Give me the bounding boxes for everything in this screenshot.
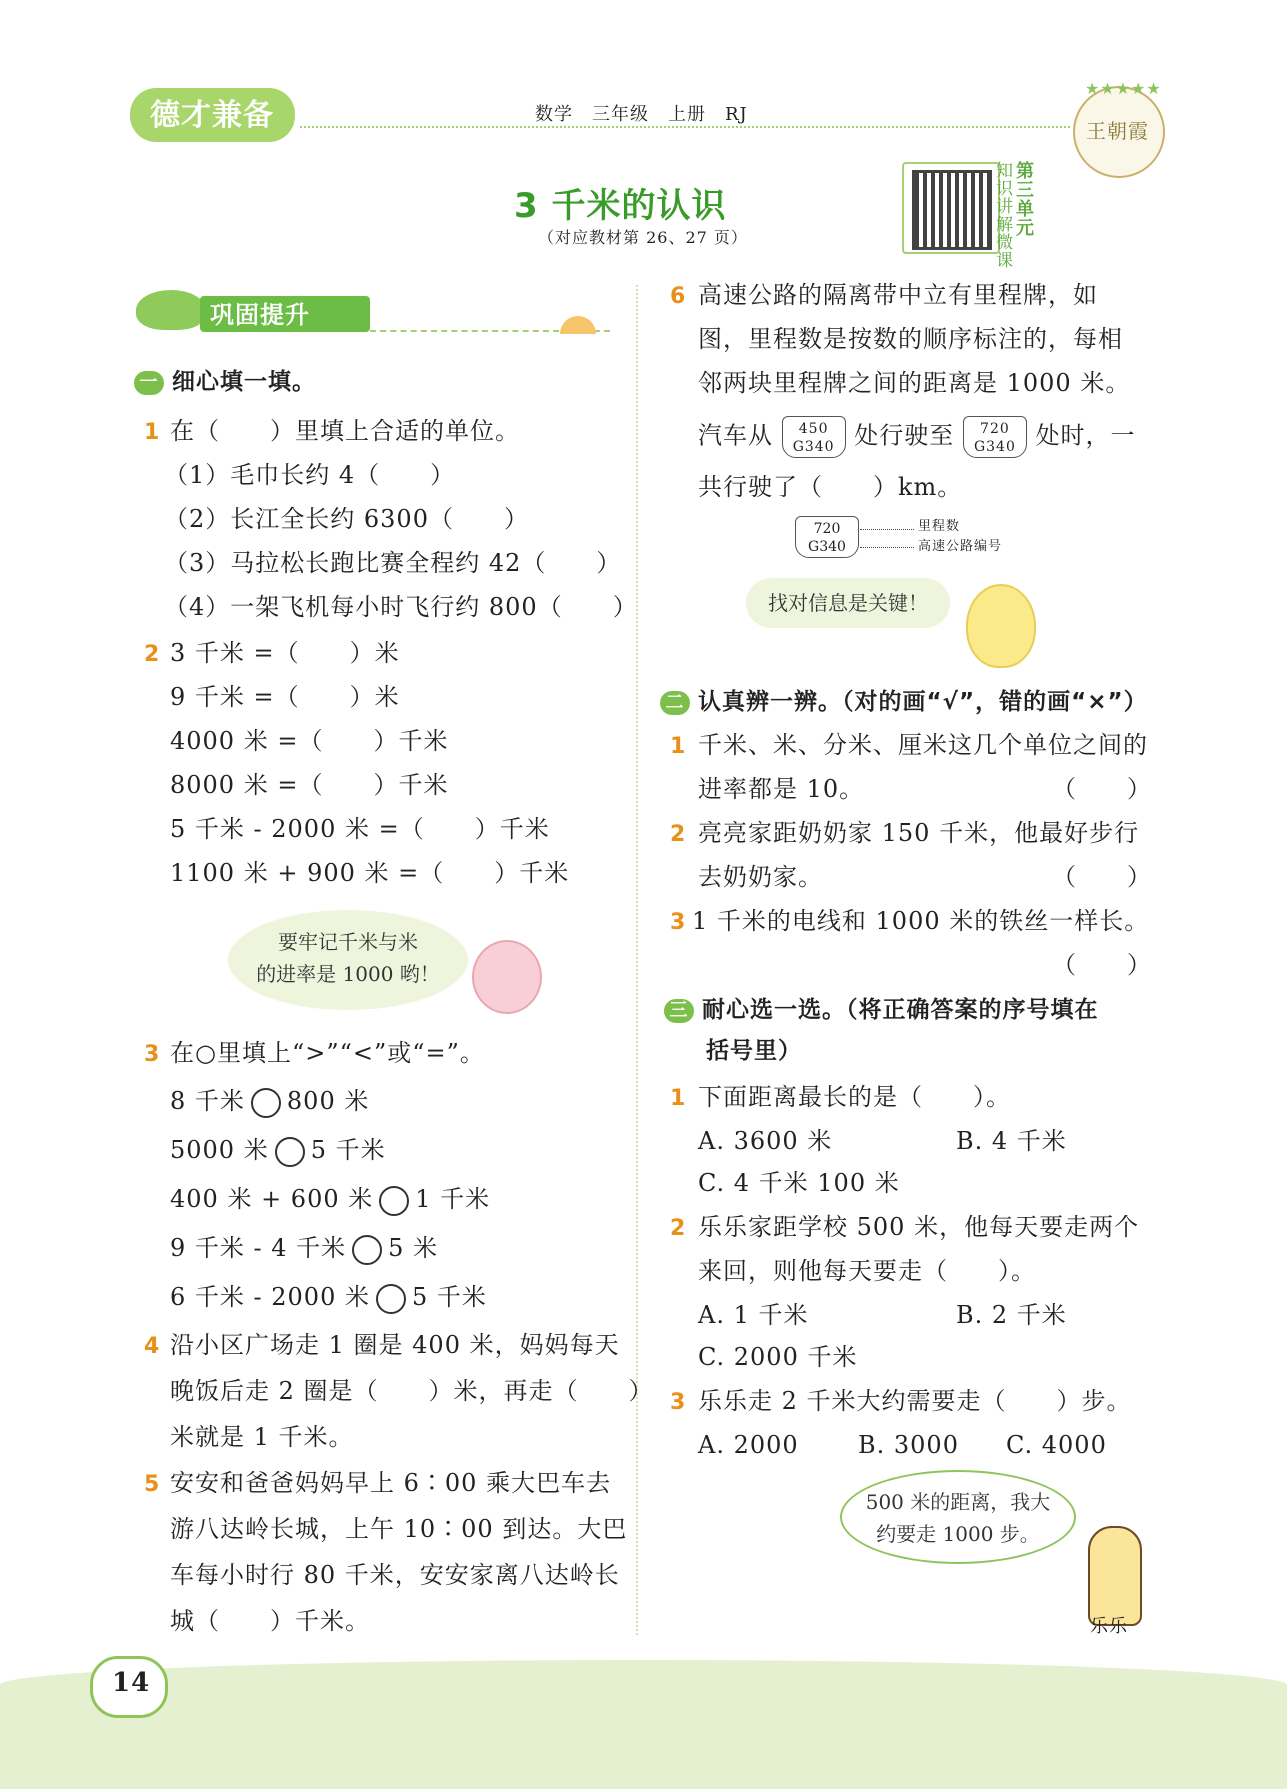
q3-item bbox=[170, 1233, 438, 1265]
c1-option-b[interactable]: B. 4 千米 bbox=[956, 1127, 1067, 1155]
c3-text: 乐乐走 2 千米大约需要走（ ）步。 bbox=[698, 1387, 1132, 1415]
q1-number: 1 bbox=[144, 420, 161, 445]
mile-sign-2 bbox=[963, 416, 1027, 458]
tip-bubble-3-line: 500 米的距离，我大 bbox=[865, 1490, 1051, 1514]
footer-band bbox=[0, 1660, 1287, 1789]
j3-number: 3 bbox=[670, 910, 687, 935]
diagram-bottom: G340 bbox=[808, 539, 846, 555]
compare-circle[interactable] bbox=[275, 1137, 305, 1167]
q2-item: 3 千米 =（ ）米 bbox=[170, 639, 400, 667]
c1-number: 1 bbox=[670, 1086, 687, 1111]
tip-bubble-3 bbox=[840, 1470, 1076, 1564]
q6-line4 bbox=[698, 416, 1136, 458]
q1-item: （1）毛巾长约 4（ ） bbox=[164, 461, 456, 489]
q3-text: 在○里填上“>”“<”或“=”。 bbox=[170, 1039, 485, 1067]
section3-header bbox=[664, 994, 1099, 1025]
q6-line4c: 处时，一 bbox=[1035, 421, 1136, 450]
page-number: 14 bbox=[112, 1668, 151, 1698]
qr-label-2: 第三单元 bbox=[1016, 161, 1034, 239]
q3-right: 800 米 bbox=[286, 1087, 370, 1115]
j1-paren[interactable]: （ ） bbox=[1052, 775, 1152, 803]
j1-line: 进率都是 10。 bbox=[698, 775, 865, 803]
section1-title: 细心填一填。 bbox=[172, 369, 316, 395]
q6-line4a: 汽车从 bbox=[698, 421, 773, 450]
section2-title: 认真辨一辨。（对的画“√”，错的画“×”） bbox=[698, 689, 1148, 715]
q3-item bbox=[170, 1282, 487, 1314]
q3-right: 1 千米 bbox=[415, 1185, 491, 1213]
q5-line: 城（ ）千米。 bbox=[170, 1607, 370, 1635]
tip-bubble-1-line: 要牢记千米与米 bbox=[278, 930, 418, 954]
q3-item bbox=[170, 1086, 369, 1118]
j2-number: 2 bbox=[670, 822, 687, 847]
q2-item: 5 千米 - 2000 米 =（ ）千米 bbox=[170, 815, 550, 843]
brand-text: 德才兼备 bbox=[150, 98, 274, 133]
boy-character-icon bbox=[1088, 1526, 1142, 1626]
q4-line: 米就是 1 千米。 bbox=[170, 1423, 354, 1451]
j1-number: 1 bbox=[670, 734, 687, 759]
section2-badge: 二 bbox=[660, 691, 690, 715]
q3-left: 5000 米 bbox=[170, 1136, 269, 1164]
c2-line: 来回，则他每天要走（ ）。 bbox=[698, 1257, 1036, 1285]
diagram-label-1: 里程数 bbox=[918, 519, 961, 534]
compare-circle[interactable] bbox=[379, 1186, 409, 1216]
diagram-label-2: 高速公路编号 bbox=[918, 539, 1003, 554]
c3-option-a[interactable]: A. 2000 bbox=[698, 1431, 799, 1459]
j1-line: 千米、米、分米、厘米这几个单位之间的 bbox=[698, 731, 1148, 759]
tip-bubble-3-line: 约要走 1000 步。 bbox=[876, 1522, 1040, 1546]
q1-item: （2）长江全长约 6300（ ） bbox=[164, 505, 529, 533]
q1-text: 在（ ）里填上合适的单位。 bbox=[170, 417, 520, 445]
q5-number: 5 bbox=[144, 1472, 161, 1497]
q3-item bbox=[170, 1135, 386, 1167]
c1-text: 下面距离最长的是（ ）。 bbox=[698, 1083, 1011, 1111]
section2-header bbox=[660, 686, 1148, 717]
q3-left: 9 千米 - 4 千米 bbox=[170, 1234, 347, 1262]
banner-title: 巩固提升 bbox=[210, 301, 310, 329]
page-subtitle: （对应教材第 26、27 页） bbox=[538, 228, 748, 247]
c2-option-a[interactable]: A. 1 千米 bbox=[698, 1301, 809, 1329]
q6-line: 高速公路的隔离带中立有里程牌，如 bbox=[698, 281, 1098, 309]
c2-line: 乐乐家距学校 500 米，他每天要走两个 bbox=[698, 1213, 1140, 1241]
header-subject: 数学 三年级 上册 RJ bbox=[535, 104, 748, 125]
c1-option-c[interactable]: C. 4 千米 100 米 bbox=[698, 1169, 900, 1197]
sun-icon bbox=[560, 316, 596, 334]
q2-item: 8000 米 =（ ）千米 bbox=[170, 771, 449, 799]
c2-option-c[interactable]: C. 2000 千米 bbox=[698, 1343, 858, 1371]
c1-option-a[interactable]: A. 3600 米 bbox=[698, 1127, 833, 1155]
section3-title-2: 括号里） bbox=[706, 1038, 802, 1064]
compare-circle[interactable] bbox=[376, 1284, 406, 1314]
qr-frame bbox=[902, 162, 1000, 254]
q3-number: 3 bbox=[144, 1042, 161, 1067]
q3-left: 8 千米 bbox=[170, 1087, 245, 1115]
compare-circle[interactable] bbox=[251, 1088, 281, 1118]
q2-item: 1100 米 + 900 米 =（ ）千米 bbox=[170, 859, 570, 887]
section3-title-1: 耐心选一选。（将正确答案的序号填在 bbox=[702, 997, 1099, 1023]
c2-option-b[interactable]: B. 2 千米 bbox=[956, 1301, 1067, 1329]
q3-right: 5 千米 bbox=[310, 1136, 386, 1164]
q1-item: （4）一架飞机每小时飞行约 800（ ） bbox=[164, 593, 638, 621]
q4-line: 晚饭后走 2 圈是（ ）米，再走（ ） bbox=[170, 1377, 654, 1405]
diagram-leader-2 bbox=[860, 547, 914, 548]
diagram-leader-1 bbox=[860, 529, 914, 530]
q5-line: 游八达岭长城，上午 10∶00 到达。大巴 bbox=[170, 1515, 628, 1543]
j2-paren[interactable]: （ ） bbox=[1052, 863, 1152, 891]
q6-number: 6 bbox=[670, 284, 687, 309]
q2-item: 9 千米 =（ ）米 bbox=[170, 683, 400, 711]
diagram-top: 720 bbox=[813, 521, 841, 537]
q6-line: 邻两块里程牌之间的距离是 1000 米。 bbox=[698, 369, 1131, 397]
j3-line: 1 千米的电线和 1000 米的铁丝一样长。 bbox=[692, 907, 1150, 935]
q3-right: 5 米 bbox=[388, 1234, 439, 1262]
compare-circle[interactable] bbox=[352, 1235, 382, 1265]
q5-line: 车每小时行 80 千米，安安家离八达岭长 bbox=[170, 1561, 620, 1589]
q6-line: 图，里程数是按数的顺序标注的，每相 bbox=[698, 325, 1123, 353]
q2-number: 2 bbox=[144, 642, 161, 667]
c3-number: 3 bbox=[670, 1390, 687, 1415]
column-divider bbox=[636, 285, 638, 1635]
q6-line4b: 处行驶至 bbox=[854, 421, 955, 450]
section1-header bbox=[134, 366, 316, 397]
egg-character-icon bbox=[966, 584, 1036, 668]
section3-badge: 三 bbox=[664, 999, 694, 1023]
j2-line: 去奶奶家。 bbox=[698, 863, 823, 891]
j3-paren[interactable]: （ ） bbox=[1052, 951, 1152, 979]
sign1-bottom: G340 bbox=[792, 439, 835, 455]
boy-name: 乐乐 bbox=[1090, 1616, 1128, 1637]
qr-label-1: 知识讲解微课 bbox=[996, 161, 1013, 271]
tip-bubble-2: 找对信息是关键！ bbox=[746, 578, 950, 628]
j2-line: 亮亮家距奶奶家 150 千米，他最好步行 bbox=[698, 819, 1140, 847]
mile-sign-1 bbox=[782, 416, 846, 458]
c3-option-c[interactable]: C. 4000 bbox=[1006, 1431, 1107, 1459]
q6-line5: 共行驶了（ ）km。 bbox=[698, 473, 963, 501]
sign2-top: 720 bbox=[980, 421, 1010, 437]
section1-badge: 一 bbox=[134, 371, 164, 395]
q1-item: （3）马拉松长跑比赛全程约 42（ ） bbox=[164, 549, 622, 577]
q5-line: 安安和爸爸妈妈早上 6∶00 乘大巴车去 bbox=[170, 1469, 612, 1497]
sign1-top: 450 bbox=[798, 421, 829, 437]
q2-item: 4000 米 =（ ）千米 bbox=[170, 727, 449, 755]
q3-left: 6 千米 - 2000 米 bbox=[170, 1283, 370, 1311]
publisher-seal-text: 王朝霞 bbox=[1086, 119, 1149, 143]
sign2-bottom: G340 bbox=[973, 439, 1016, 455]
tip-bubble-1 bbox=[228, 910, 468, 1010]
q4-number: 4 bbox=[144, 1334, 161, 1359]
q4-line: 沿小区广场走 1 圈是 400 米，妈妈每天 bbox=[170, 1331, 620, 1359]
diagram-sign bbox=[795, 516, 859, 558]
girl-character-icon bbox=[472, 940, 542, 1014]
seal-stars: ★★★★★ bbox=[1085, 79, 1162, 98]
c3-option-b[interactable]: B. 3000 bbox=[858, 1431, 959, 1459]
tip-bubble-1-line: 的进率是 1000 哟！ bbox=[256, 962, 440, 986]
q3-right: 5 千米 bbox=[411, 1283, 487, 1311]
q3-left: 400 米 + 600 米 bbox=[170, 1185, 374, 1213]
c2-number: 2 bbox=[670, 1216, 687, 1241]
q3-item bbox=[170, 1184, 490, 1216]
page-title: 3 千米的认识 bbox=[514, 186, 727, 226]
whale-icon bbox=[136, 290, 206, 330]
